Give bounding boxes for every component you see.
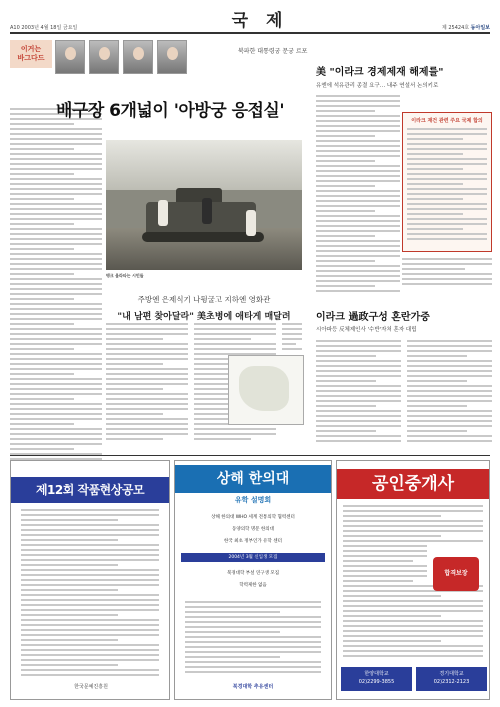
info-box-title: 이라크 재건 관련 주요 국제 합의 [411,118,483,124]
ad-contest-body [21,509,159,679]
ad-shanghai-title: 상해 한의대 [175,465,331,493]
folio-right [442,24,490,31]
ad-shanghai-row: 한국 최초 정부인가 유학 센터 [224,539,282,544]
folio-date: A10 2003년 4월 18일 금요일 [10,25,78,31]
ad-contest-logo: 한국문예진흥원 [74,684,108,690]
right-top-body [316,95,400,295]
ad-shanghai-body [185,601,321,676]
portrait-photo [157,40,187,74]
middle-headline-block [106,294,302,322]
article-kicker: 북파한 대통령궁 문궁 르포 [238,48,308,55]
ad-shanghai-row: 동양의학 명문 한의대 [232,527,274,532]
ad-divider [10,455,490,456]
ad-contest[interactable] [10,460,170,700]
portrait-row [55,40,245,76]
ad-shanghai-subtitle: 유학 설명회 [234,496,272,504]
folio-line [10,24,490,34]
main-news-photo [106,140,302,270]
portrait-photo [89,40,119,74]
photo-caption [106,273,302,278]
portrait-photo [55,40,85,74]
ad-realtor-title: 공인중개사 [337,469,489,499]
location-map [228,355,304,425]
right-top-subhead: 유엔에 석유관리 종결 요구… 내주 연설서 논의키로 [316,83,439,89]
main-headline: 배구장 6개넓이 '아방궁 응접실' [56,101,285,121]
ad-contest-title: 제12회 작품현상공모 [11,477,169,503]
article-body-left [10,108,102,500]
ad-realtor-badge: 합격보장 [433,557,479,591]
contact-kyonggi[interactable]: 경기대학교 02)2312-2123 [416,667,487,691]
ad-shanghai-logo: 북경대학 추유센터 [232,684,274,690]
section-title: 국 제 [231,11,289,31]
ad-shanghai[interactable] [174,460,332,700]
photo-caption-title: 탱크 올라타는 시민들 [106,273,144,278]
ad-realtor-contacts [341,667,487,691]
middle-headline-b: "내 남편 찾아달라" 美초병에 애타게 매달려 [117,312,291,322]
contact-hanyang[interactable]: 한양대학교 02)2299-3855 [341,667,412,691]
info-box [402,112,492,252]
right-top-headline: 美 "이라크 경제제재 해제를" [316,67,444,78]
paper-name: 동아일보 [470,25,490,31]
middle-headline-a: 주방엔 은제식기 나뒹굴고 지하엔 영화관 [137,295,271,304]
masthead [10,4,490,34]
ad-shanghai-row: 북경대학 부설 연구생 모집 [226,571,280,576]
right-top-body-2 [402,258,492,288]
topic-tag: 이거는 바그다드 [10,40,52,68]
issue-number: 제 25424호 [441,25,470,31]
portrait-photo [123,40,153,74]
ad-shanghai-row: 상해 한의대 WHO 세계 전통의학 협력센터 [211,515,295,520]
right-middle-body [316,340,492,445]
ad-shanghai-row: 2004년 3월 신입생 모집 [181,553,325,562]
right-middle-headline: 이라크 過政구성 혼란가중 [316,312,430,323]
ad-realtor[interactable] [336,460,490,700]
ad-shanghai-row: 학력제한 없음 [239,583,267,588]
right-middle-subhead: 시아파등 反체제인사 '수반'자처 혼자 대립 [316,327,417,333]
